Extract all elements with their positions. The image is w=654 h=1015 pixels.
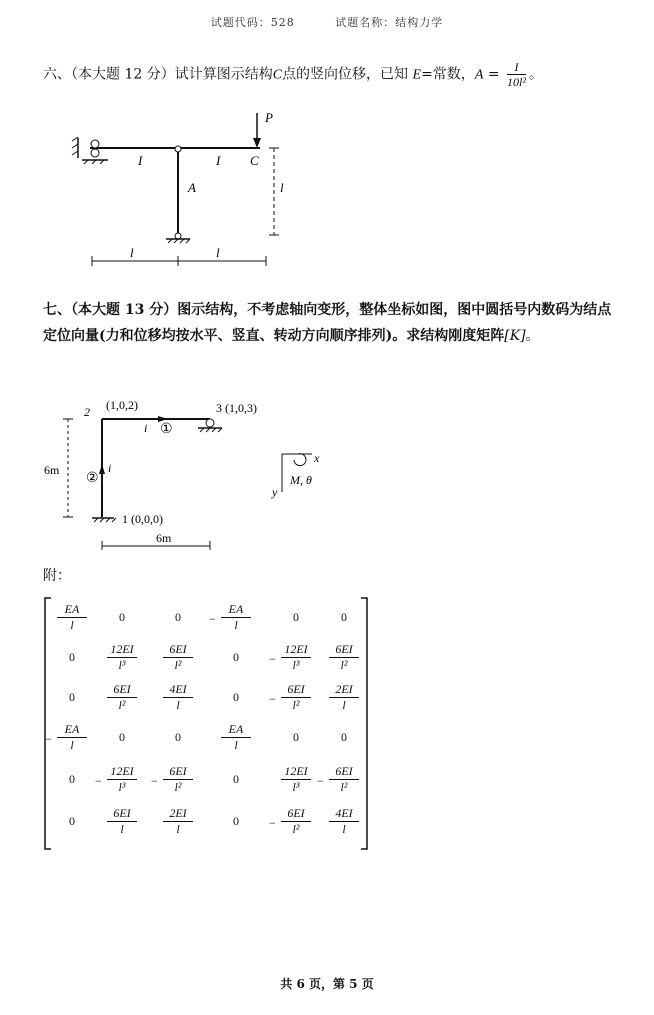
q7-part3: 整体坐标如图，图中圆括号内数码为结点定位向量(力和位移均按水平、竖直、转动方向顺序排列)。 xyxy=(43,302,612,344)
matrix-cell: 0 xyxy=(341,730,347,744)
matrix-cell: 0 xyxy=(175,730,181,744)
matrix-cell: 0 xyxy=(341,610,347,624)
matrix-cell: EA l xyxy=(213,722,259,753)
matrix-cell: 0 xyxy=(119,730,125,744)
node-1-label: 1 (0,0,0) xyxy=(122,512,163,526)
matrix-cell: − 6EI l² xyxy=(155,764,201,795)
element-1-label: ① xyxy=(160,422,173,437)
q6-area-fraction: $\frac{I}{\text{10l²}}$ xyxy=(507,60,526,89)
matrix-cell: 4EI l xyxy=(321,806,367,837)
page-header xyxy=(0,14,654,30)
q6-end: 。 xyxy=(528,66,543,83)
q6-e: E xyxy=(412,67,422,83)
matrix-cell: 6EI l² xyxy=(99,682,145,713)
column-i-label: i xyxy=(108,461,112,475)
matrix-cell: 0 xyxy=(69,690,75,704)
matrix-cell: 2EI l xyxy=(155,806,201,837)
matrix-cell: 4EI l xyxy=(155,682,201,713)
matrix-cell: 0 xyxy=(293,730,299,744)
point-c-label: C xyxy=(250,153,259,168)
matrix-cell: 2EI l xyxy=(321,682,367,713)
exam-code: 试题代码：528 xyxy=(210,16,295,29)
stiffness-matrix xyxy=(43,596,373,851)
q6-point: C xyxy=(272,67,283,83)
matrix-cell: − 12EI l³ xyxy=(273,642,319,673)
beam-i-label: i xyxy=(144,421,148,435)
beam-i-left: I xyxy=(138,153,143,168)
exam-name: 试题名称：结构力学 xyxy=(335,16,444,29)
matrix-cell: 6EI l² xyxy=(321,642,367,673)
matrix-cell: 0 xyxy=(69,650,75,664)
matrix-cell: − 6EI l² xyxy=(321,764,367,795)
q7-frame-figure xyxy=(40,392,340,552)
matrix-cell: 0 xyxy=(233,690,239,704)
q6-prefix: 六、（本大题 12 分）试计算图示结构 xyxy=(43,66,273,83)
matrix-cell: − 6EI l² xyxy=(273,806,319,837)
matrix-cell: 0 xyxy=(233,814,239,828)
node-3-label: 3 (1,0,3) xyxy=(216,401,257,415)
q7-part2: 图示结构，不考虑轴向变形， xyxy=(177,302,360,318)
matrix-cell: − 12EI l³ xyxy=(99,764,145,795)
dim-left-l: l xyxy=(130,245,134,260)
matrix-cell: − 6EI l² xyxy=(273,682,319,713)
q6-mid: 点的竖向位移，已知 xyxy=(282,66,409,83)
q7-k: [K] xyxy=(504,328,526,344)
page-footer: 共 6 页，第 5 页 xyxy=(280,977,374,991)
q6-mid2: =常数， xyxy=(421,66,475,83)
matrix-cell: 0 xyxy=(175,610,181,624)
node-2-vector: (1,0,2) xyxy=(106,398,138,412)
axis-x-label: x xyxy=(314,451,320,465)
matrix-cell: − EA l xyxy=(213,602,259,633)
appendix-label: 附： xyxy=(43,568,71,584)
matrix-cell: 0 xyxy=(233,650,239,664)
matrix-cell: 0 xyxy=(69,772,75,786)
matrix-cell: EA l xyxy=(49,602,95,633)
matrix-cell: 0 xyxy=(119,610,125,624)
matrix-cell: 0 xyxy=(69,814,75,828)
matrix-cell: 12EI l³ xyxy=(99,642,145,673)
q6-frame-figure xyxy=(60,108,290,273)
matrix-cell: 12EI l³ xyxy=(273,764,319,795)
matrix-cell: − EA l xyxy=(49,722,95,753)
q6-eq: = xyxy=(483,66,505,83)
load-p-label: P xyxy=(265,110,273,125)
q7-part1: 七、（本大题 13 分） xyxy=(43,302,178,318)
point-a-label: A xyxy=(188,180,196,195)
dim-vertical-l: l xyxy=(280,180,284,195)
beam-i-right: I xyxy=(216,153,221,168)
q6-a: A xyxy=(474,67,484,83)
width-label: 6m xyxy=(156,531,172,545)
q7-part4: 求结构刚度矩阵 xyxy=(406,328,505,344)
matrix-cell: 0 xyxy=(233,772,239,786)
dim-right-l: l xyxy=(216,245,220,260)
matrix-cell: 6EI l² xyxy=(155,642,201,673)
matrix-cell: 6EI l xyxy=(99,806,145,837)
question-6-text xyxy=(43,60,643,89)
question-7-text xyxy=(43,297,613,349)
node-2-label: 2 xyxy=(84,405,90,419)
q7-end: 。 xyxy=(525,328,540,344)
element-2-label: ② xyxy=(86,471,99,486)
matrix-cell: 0 xyxy=(293,610,299,624)
height-label: 6m xyxy=(44,463,60,477)
moment-theta-label: M, θ xyxy=(290,473,312,487)
axis-y-label: y xyxy=(272,485,278,499)
